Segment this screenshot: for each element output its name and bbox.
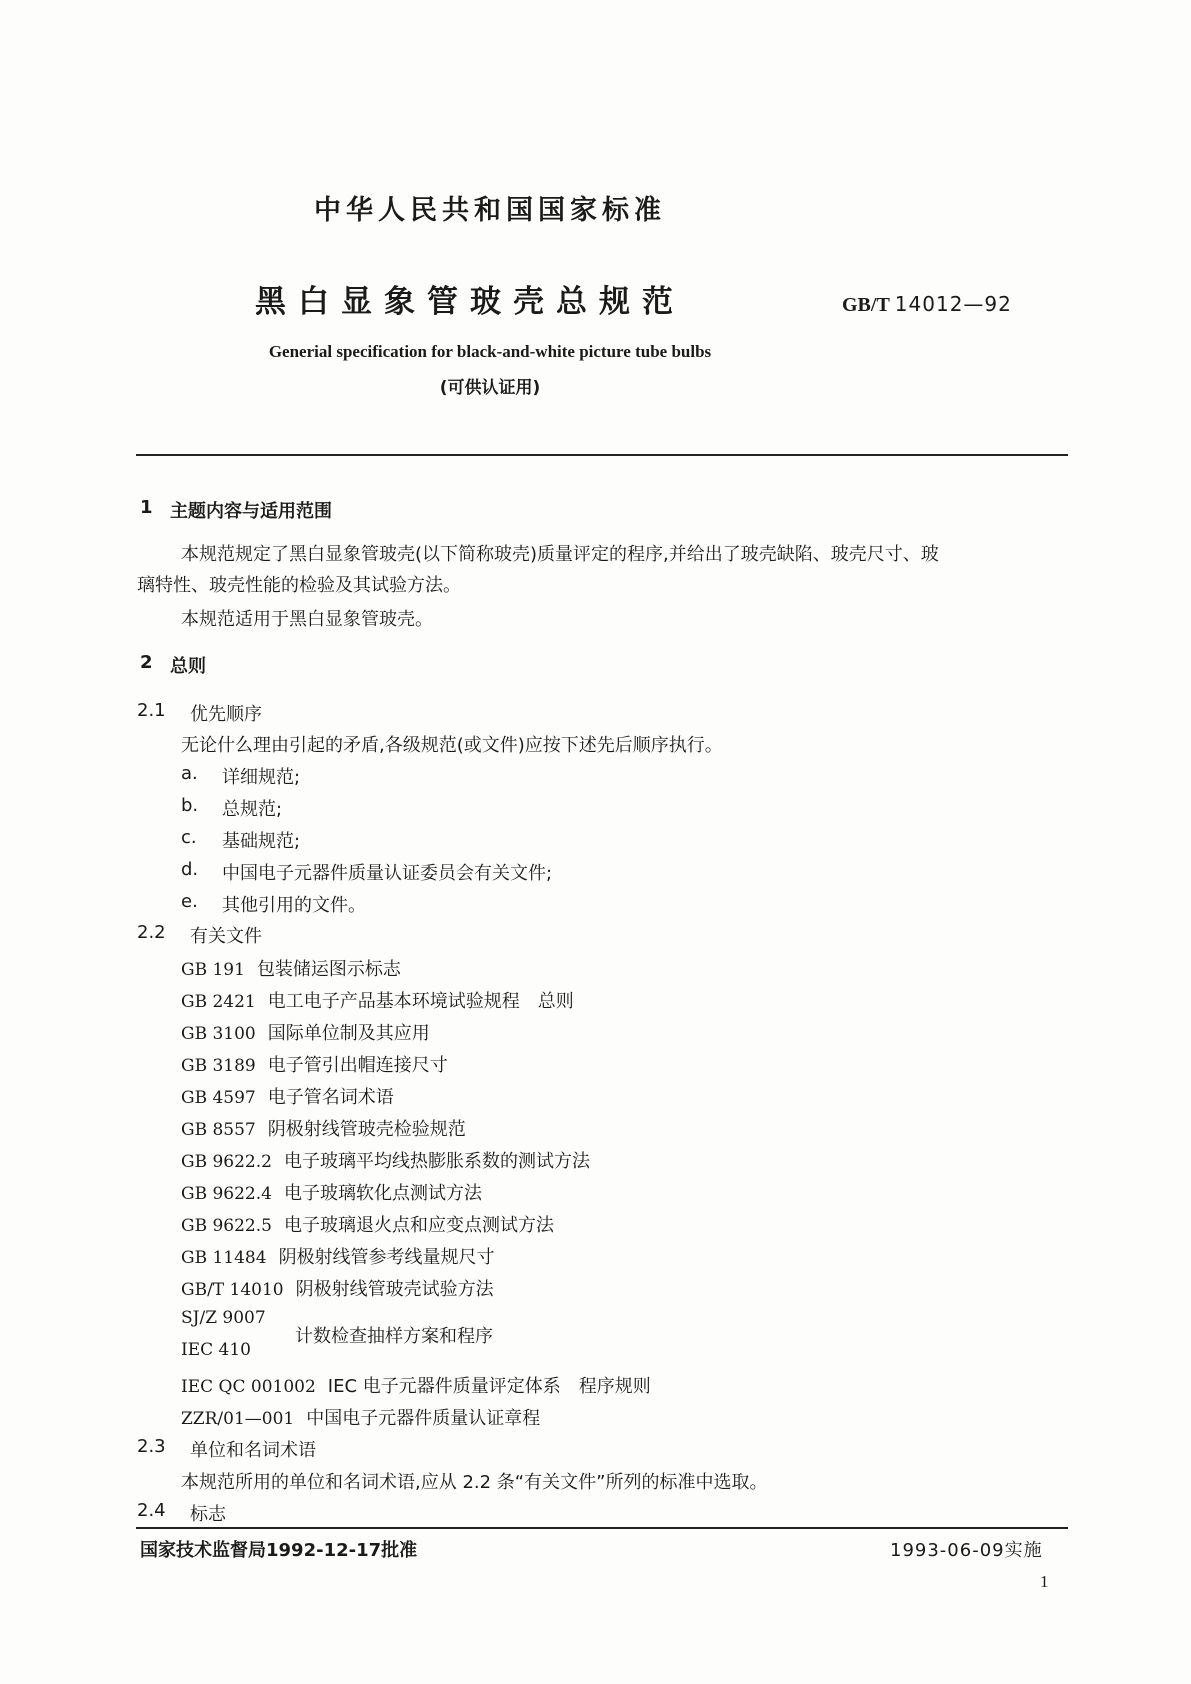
reference-entry: [181, 1404, 540, 1430]
section-2-3-number: 2.3: [137, 1436, 166, 1457]
paired-reference-code: IEC 410: [181, 1340, 251, 1360]
reference-title: 国际单位制及其应用: [267, 1023, 430, 1044]
reference-code: GB 3100: [181, 1024, 256, 1044]
reference-code: ZZR/01—001: [181, 1409, 295, 1429]
list-item-marker: e.: [181, 891, 198, 912]
reference-code: GB 8557: [181, 1120, 256, 1140]
reference-entry: [181, 1179, 482, 1205]
footer-divider: [136, 1527, 1068, 1529]
section-2-4-number: 2.4: [137, 1500, 166, 1521]
reference-title: 电子玻璃退火点和应变点测试方法: [283, 1215, 554, 1236]
reference-code: IEC QC 001002: [181, 1377, 316, 1397]
reference-title: 阴极射线管参考线量规尺寸: [278, 1247, 495, 1268]
section-2-3-heading: 单位和名词术语: [190, 1440, 316, 1461]
reference-title: 阴极射线管玻壳检验规范: [267, 1119, 466, 1140]
list-item-marker: d.: [181, 859, 199, 880]
section-2-number: 2: [140, 652, 153, 673]
approval-statement: 国家技术监督局1992-12-17批准: [140, 1540, 418, 1561]
reference-entry: [181, 955, 401, 981]
reference-code: GB 3189: [181, 1056, 256, 1076]
section-1-para2: 本规范适用于黑白显象管玻壳。: [181, 609, 433, 630]
standard-code-prefix: GB/T: [842, 294, 890, 316]
list-item-marker: c.: [181, 827, 197, 848]
reference-title: 阴极射线管玻壳试验方法: [295, 1279, 494, 1300]
list-item-text: 详细规范;: [222, 767, 301, 788]
national-standard-label: 中华人民共和国国家标准: [314, 195, 666, 226]
reference-title: 中国电子元器件质量认证章程: [306, 1408, 541, 1429]
reference-code: GB 191: [181, 960, 245, 980]
section-2-heading: 总则: [170, 656, 206, 677]
reference-entry: [181, 1243, 495, 1269]
paired-reference-code: SJ/Z 9007: [181, 1308, 266, 1328]
effective-date: 1993-06-09实施: [890, 1540, 1043, 1561]
list-item-text: 基础规范;: [222, 831, 301, 852]
document-title-cn: 黑白显象管玻壳总规范: [255, 284, 685, 320]
list-item-marker: b.: [181, 795, 199, 816]
section-2-1-intro: 无论什么理由引起的矛盾,各级规范(或文件)应按下述先后顺序执行。: [181, 735, 723, 756]
reference-entry: [181, 1275, 494, 1301]
reference-entry: [181, 1051, 448, 1077]
reference-entry: [181, 1147, 590, 1173]
document-subtitle: (可供认证用): [439, 378, 541, 398]
reference-code: GB 9622.2: [181, 1152, 272, 1172]
list-item-text: 总规范;: [222, 799, 283, 820]
section-2-1-heading: 优先顺序: [190, 704, 262, 725]
reference-title: 电子管名词术语: [267, 1087, 394, 1108]
section-2-4-heading: 标志: [190, 1504, 226, 1525]
reference-title: 电子玻璃平均线热膨胀系数的测试方法: [283, 1151, 590, 1172]
reference-title: 电子管引出帽连接尺寸: [267, 1055, 448, 1076]
reference-code: GB 9622.4: [181, 1184, 272, 1204]
reference-entry: [181, 1211, 554, 1237]
section-2-3-text: 本规范所用的单位和名词术语,应从 2.2 条“有关文件”所列的标准中选取。: [181, 1472, 768, 1493]
reference-code: GB 9622.5: [181, 1216, 272, 1236]
header-divider: [136, 454, 1068, 456]
section-1-heading: 主题内容与适用范围: [170, 501, 332, 522]
list-item-text: 中国电子元器件质量认证委员会有关文件;: [222, 863, 553, 884]
section-1-para1-line2: 璃特性、玻壳性能的检验及其试验方法。: [137, 575, 461, 596]
reference-code: GB 11484: [181, 1248, 267, 1268]
reference-code: GB 2421: [181, 992, 256, 1012]
section-2-1-number: 2.1: [137, 700, 166, 721]
reference-title: 电工电子产品基本环境试验规程 总则: [267, 991, 574, 1012]
reference-code: GB/T 14010: [181, 1280, 284, 1300]
reference-entry: [181, 1115, 466, 1141]
list-item-text: 其他引用的文件。: [222, 895, 366, 916]
section-2-2-number: 2.2: [137, 922, 166, 943]
reference-entry: [181, 1083, 394, 1109]
list-item-marker: a.: [181, 763, 198, 784]
reference-entry: [181, 1019, 430, 1045]
reference-entry: [181, 1372, 651, 1398]
reference-title: IEC 电子元器件质量评定体系 程序规则: [327, 1376, 651, 1397]
standard-code-number: 14012—92: [894, 292, 1012, 316]
page-number: 1: [1040, 1572, 1049, 1591]
reference-title: 包装储运图示标志: [256, 959, 401, 980]
document-title-en: Generial specification for black-and-white picture tube bulbs: [268, 342, 712, 361]
section-1-number: 1: [140, 497, 153, 518]
reference-title: 电子玻璃软化点测试方法: [283, 1183, 482, 1204]
standard-code: [842, 292, 1012, 317]
reference-entry: [181, 987, 574, 1013]
section-2-2-heading: 有关文件: [190, 926, 262, 947]
section-1-para1-line1: 本规范规定了黑白显象管玻壳(以下简称玻壳)质量评定的程序,并给出了玻壳缺陷、玻壳尺寸、玻: [181, 544, 939, 565]
reference-code: GB 4597: [181, 1088, 256, 1108]
paired-reference-title: 计数检查抽样方案和程序: [295, 1326, 493, 1347]
